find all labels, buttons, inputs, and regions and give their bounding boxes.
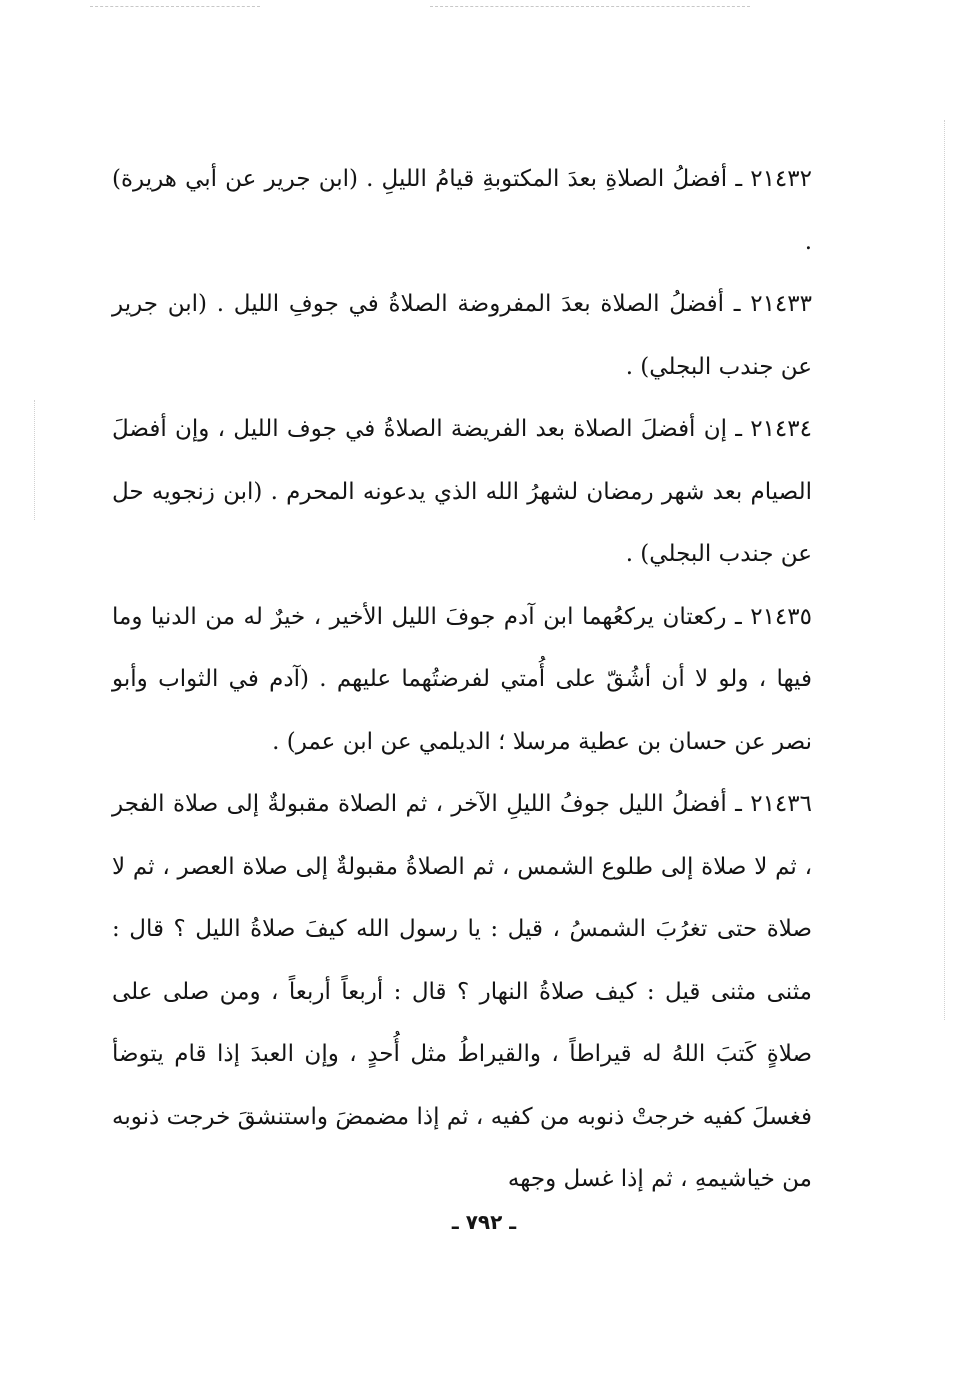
hadith-21434: ٢١٤٣٤ ـ إن أفضلَ الصلاة بعد الفريضة الصلاةُ في جوف الليل ، وإن أفضلَ الصيام بعد شهر رمضان لشهرُ الله الذي يدعونه المحرم . (ابن زنجويه حل عن جندب البجلي) . bbox=[112, 416, 812, 567]
top-edge-rule bbox=[90, 6, 260, 7]
scan-edge-mark bbox=[944, 120, 945, 1020]
top-edge-rule bbox=[430, 6, 750, 7]
scan-edge-mark bbox=[34, 400, 35, 520]
hadith-21432: ٢١٤٣٢ ـ أفضلُ الصلاةِ بعدَ المكتوبةِ قيامُ الليلِ . (ابن جرير عن أبي هريرة) . bbox=[112, 166, 812, 255]
hadith-text-block bbox=[112, 148, 812, 1211]
page-number: ـ ٧٩٢ ـ bbox=[451, 1210, 517, 1234]
hadith-21433: ٢١٤٣٣ ـ أفضلُ الصلاة بعدَ المفروضة الصلاةُ في جوفِ الليل . (ابن جرير عن جندب البجلي) . bbox=[112, 291, 812, 380]
hadith-21435: ٢١٤٣٥ ـ ركعتان يركعُهما ابن آدم جوفَ الليل الأخير ، خيرٌ له من الدنيا وما فيها ، ولو لا أن أشُقّ على أُمتي لفرضتُهما عليهم . (آدم في الثواب وأبو نصر عن حسان بن عطية مرسلا ؛ الديلمي عن ابن عمر) . bbox=[112, 603, 812, 755]
hadith-21436: ٢١٤٣٦ ـ أفضلُ الليل جوفُ الليلِ الآخر ، ثم الصلاة مقبولةٌ إلى صلاة الفجر ، ثم لا صلاة إلى طلوع الشمس ، ثم الصلاةُ مقبولةٌ إلى صلاة العصر ، ثم لا صلاة حتى تغرُبَ الشمسُ ، قيل : يا رسول الله كيفَ صلاةُ الليل ؟ قال : مثنى مثنى قيل : كيف صلاةُ النهار ؟ قال : أربعاً أربعاً ، ومن صلى على صلاةٍ كَتبَ اللهُ له قيراطاً ، والقيراطُ مثل أُحدٍ ، وإن العبدَ إذا قام يتوضأ فغسلَ كفيه خرجتْ ذنوبه من كفيه ، ثم إذا مضمضَ واستنشقَ خرجت ذنوبه من خياشيمهِ ، ثم إذا غسل وجهه bbox=[112, 791, 812, 1192]
